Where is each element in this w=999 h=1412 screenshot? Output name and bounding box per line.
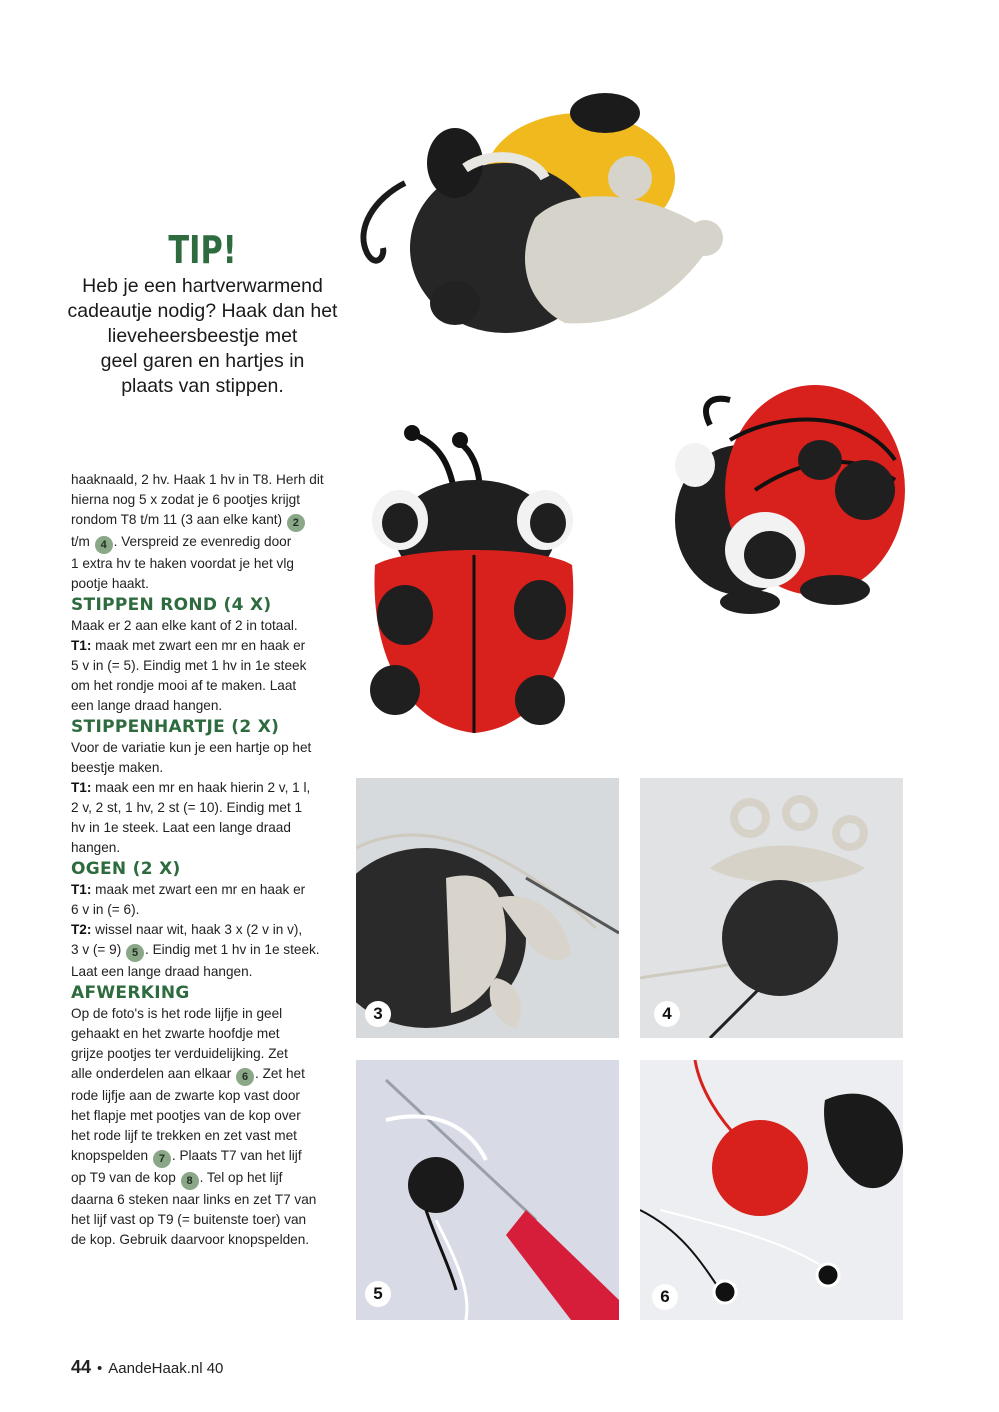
text-line: pootje haakt. xyxy=(71,576,149,591)
step-number-badge: 4 xyxy=(95,536,113,554)
tip-line: cadeautje nodig? Haak dan het xyxy=(67,300,338,322)
photo-step-6 xyxy=(640,1060,903,1320)
text-line: beestje maken. xyxy=(71,760,164,775)
text-line: het rode lijf te trekken en zet vast met xyxy=(71,1128,297,1143)
text-line: 1 extra hv te haken voordat je het vlg xyxy=(71,556,294,571)
text-line: Laat een lange draad hangen. xyxy=(71,964,253,979)
round-label: T1: xyxy=(71,780,92,795)
tip-line: plaats van stippen. xyxy=(121,375,284,397)
text-line: daarna 6 steken naar links en zet T7 van xyxy=(71,1192,317,1207)
page-footer xyxy=(71,1357,223,1378)
tip-line: Heb je een hartverwarmend xyxy=(82,275,323,297)
text-line: hv in 1e steek. Laat een lange draad xyxy=(71,820,291,835)
text-line: 2 v, 2 st, 1 hv, 2 st (= 10). Eindig met 1 xyxy=(71,800,303,815)
round-label: T2: xyxy=(71,922,92,937)
text-line: 5 v in (= 5). Eindig met 1 hv in 1e steek xyxy=(71,658,307,673)
magazine-name: AandeHaak.nl 40 xyxy=(108,1360,224,1377)
page-number: 44 xyxy=(71,1357,92,1377)
text-line: Maak er 2 aan elke kant of 2 in totaal. xyxy=(71,618,298,633)
photo-step-5 xyxy=(356,1060,619,1320)
text-line: . Verspreid ze evenredig door xyxy=(113,534,292,549)
text-line: . Eindig met 1 hv in 1e steek. xyxy=(145,942,320,957)
photo-number-badge: 6 xyxy=(652,1284,678,1310)
text-line: alle onderdelen aan elkaar xyxy=(71,1066,232,1081)
tip-line: geel garen en hartjes in xyxy=(100,350,305,372)
text-line: rode lijfje aan de zwarte kop vast door xyxy=(71,1088,300,1103)
step-number-badge: 8 xyxy=(181,1172,199,1190)
photo-number-badge: 5 xyxy=(365,1281,391,1307)
text-line: het lijf vast op T9 (= buitenste toer) van xyxy=(71,1212,307,1227)
text-line: de kop. Gebruik daarvoor knopspelden. xyxy=(71,1232,310,1247)
photo-number-badge: 4 xyxy=(654,1001,680,1027)
intro-paragraph xyxy=(71,470,346,594)
text-line: op T9 van de kop xyxy=(71,1170,176,1185)
stippen-paragraph xyxy=(71,616,346,716)
text-line: grijze pootjes ter verduidelijking. Zet xyxy=(71,1046,288,1061)
text-line: maak met zwart een mr en haak er xyxy=(91,882,306,897)
text-line: t/m xyxy=(71,534,90,549)
text-line: . Zet het xyxy=(255,1066,305,1081)
tip-line: lieveheersbeestje met xyxy=(107,325,298,347)
instructions-column xyxy=(71,470,346,1250)
step-number-badge: 5 xyxy=(126,944,144,962)
text-line: maak een mr en haak hierin 2 v, 1 l, xyxy=(91,780,311,795)
text-line: gehaakt en het zwarte hoofdje met xyxy=(71,1026,280,1041)
text-line: Op de foto's is het rode lijfje in geel xyxy=(71,1006,283,1021)
step-number-badge: 2 xyxy=(287,514,305,532)
step-number-badge: 6 xyxy=(236,1068,254,1086)
photo-step-3 xyxy=(356,778,619,1038)
round-label: T1: xyxy=(71,882,92,897)
ogen-paragraph xyxy=(71,880,346,982)
text-line: haaknaald, 2 hv. Haak 1 hv in T8. Herh dit xyxy=(71,472,324,487)
text-line: wissel naar wit, haak 3 x (2 v in v), xyxy=(91,922,303,937)
text-line: . Tel op het lijf xyxy=(199,1170,283,1185)
round-label: T1: xyxy=(71,638,92,653)
text-line: hierna nog 5 x zodat je 6 pootjes krijgt xyxy=(71,492,300,507)
photo-bee-amigurumi xyxy=(345,88,735,348)
photo-number-badge: 3 xyxy=(365,1001,391,1027)
text-line: het flapje met pootjes van de kop over xyxy=(71,1108,301,1123)
text-line: 6 v in (= 6). xyxy=(71,902,140,917)
text-line: hangen. xyxy=(71,840,121,855)
text-line: een lange draad hangen. xyxy=(71,698,223,713)
section-heading-stippen: STIPPEN ROND (4 X) xyxy=(71,595,272,615)
photo-ladybug-side xyxy=(660,370,920,620)
tip-box xyxy=(60,228,345,399)
photo-step-4 xyxy=(640,778,903,1038)
text-line: 3 v (= 9) xyxy=(71,942,122,957)
photo-ladybug-front xyxy=(360,415,590,745)
tip-title: TIP! xyxy=(168,228,237,272)
text-line: maak met zwart een mr en haak er xyxy=(91,638,306,653)
text-line: knopspelden xyxy=(71,1148,149,1163)
section-heading-ogen: OGEN (2 X) xyxy=(71,859,181,879)
afwerking-paragraph xyxy=(71,1004,346,1250)
footer-bullet: • xyxy=(97,1360,103,1377)
text-line: Voor de variatie kun je een hartje op het xyxy=(71,740,312,755)
text-line: . Plaats T7 van het lijf xyxy=(171,1148,302,1163)
section-heading-afwerking: AFWERKING xyxy=(71,983,190,1003)
text-line: om het rondje mooi af te maken. Laat xyxy=(71,678,297,693)
section-heading-stippenhartje: STIPPENHARTJE (2 X) xyxy=(71,717,280,737)
step-number-badge: 7 xyxy=(153,1150,171,1168)
text-line: rondom T8 t/m 11 (3 aan elke kant) xyxy=(71,512,283,527)
hartje-paragraph xyxy=(71,738,346,858)
